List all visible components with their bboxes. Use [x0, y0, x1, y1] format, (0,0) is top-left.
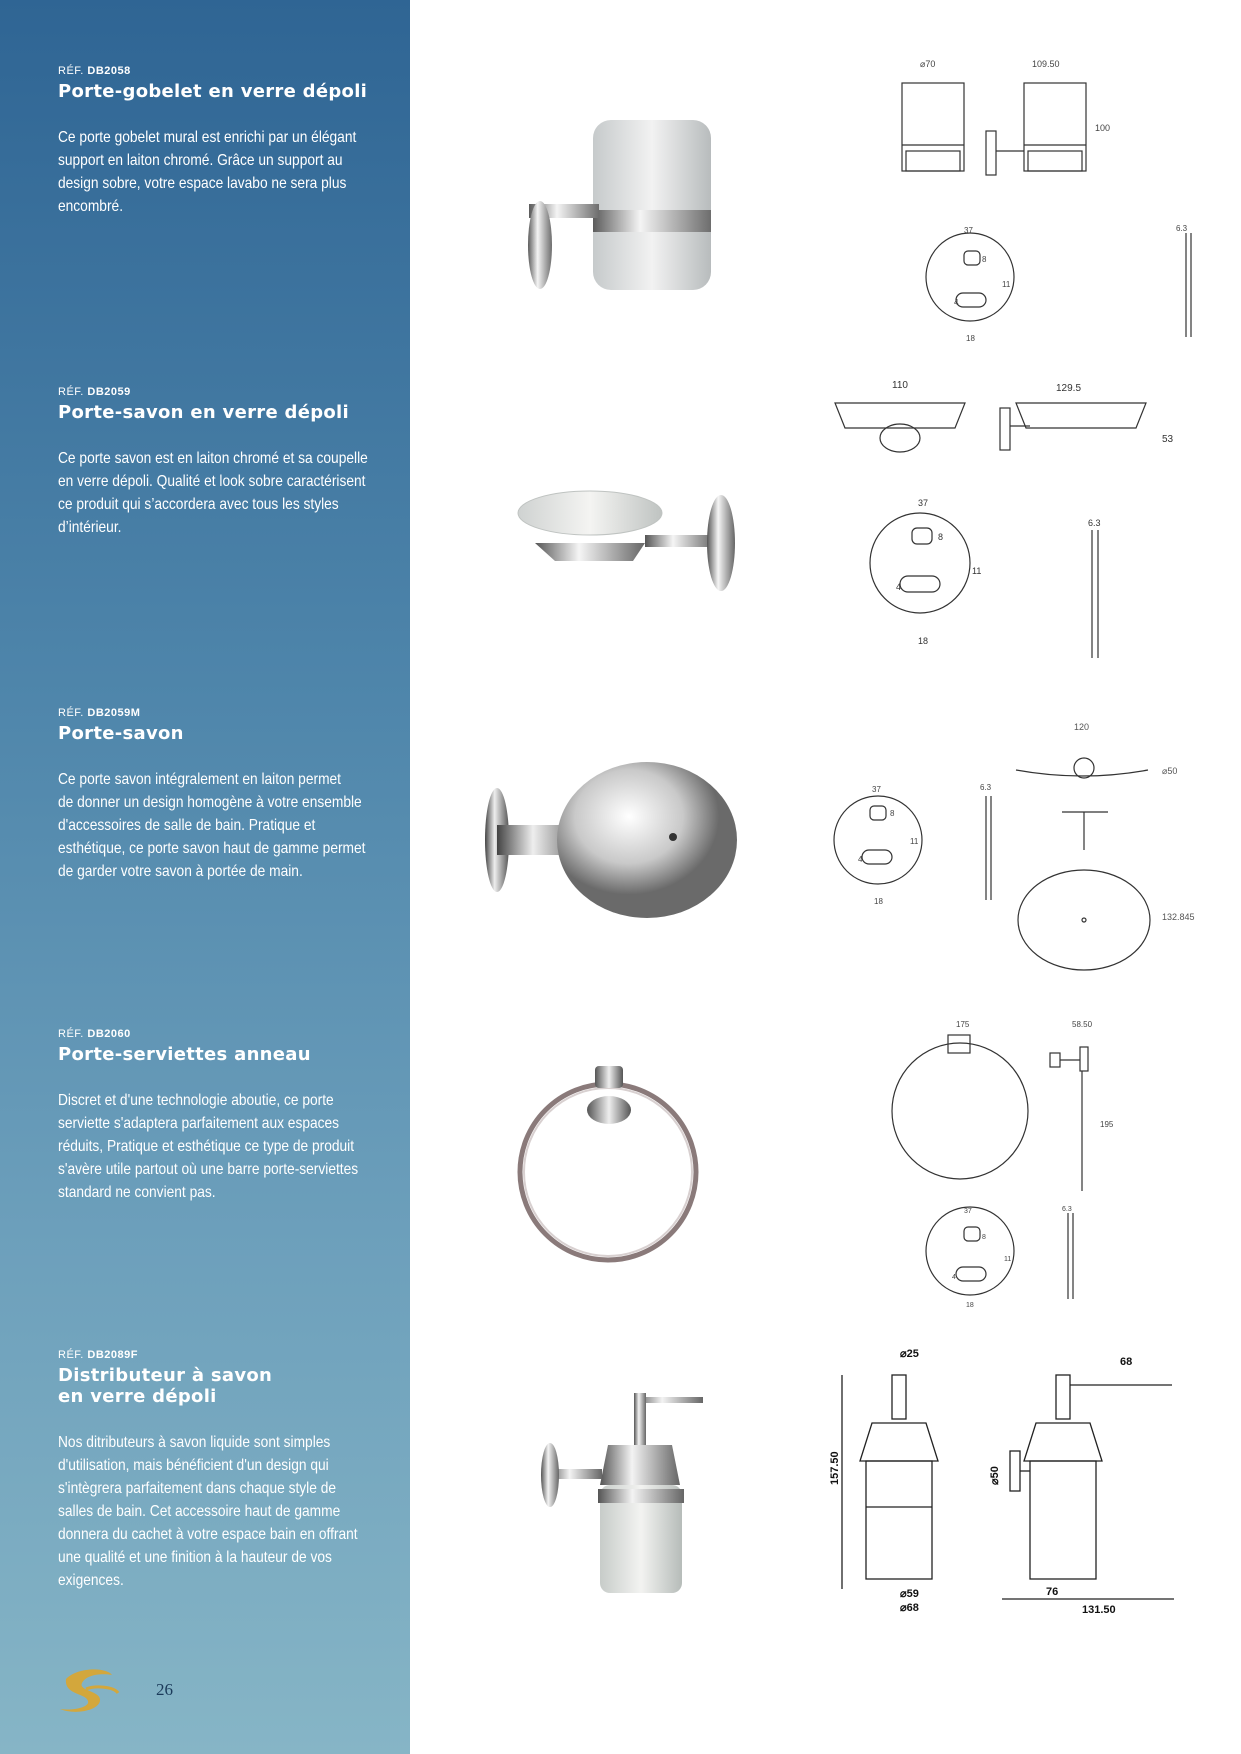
product-ref: RÉF. DB2089F: [58, 1349, 138, 1361]
product-description: Nos ditributeurs à savon liquide sont simples d'utilisation, mais bénéficient d'un design qui s'intègrera parfaitement dans chaque style de salles de bain. Cet accessoire haut de gamme donnera du cachet à votre espace bain en offrant une qualité et une finition à la hauteur de vos exigences.: [58, 1434, 358, 1589]
towel-ring-drawing: [880, 1015, 1220, 1315]
dim-label: 100: [1095, 123, 1111, 133]
dim-label: 131.50: [1082, 1604, 1116, 1616]
dim-label: ⌀59: [900, 1588, 919, 1600]
dim-label: 195: [1100, 1120, 1114, 1129]
soap-dispenser-photo: [538, 1385, 708, 1600]
dim-label: 8: [982, 255, 987, 264]
soap-dish-chrome-photo: [487, 755, 742, 925]
dim-label: 4: [896, 582, 902, 592]
product-description: Discret et d'une technologie aboutie, ce porte serviette s'adaptera parfaitement aux espaces réduits, Pratique et esthétique ce type de produit s'avère utile partout où une barre porte-serviettes standard ne convient pas.: [58, 1092, 359, 1201]
product-db2059: [58, 386, 398, 539]
product-db2059m: [58, 707, 398, 883]
dim-label: 4: [954, 298, 959, 307]
soap-dispenser-drawing: [820, 1345, 1190, 1620]
dim-label: 53: [1162, 434, 1174, 445]
product-db2060: [58, 1028, 398, 1204]
product-ref: RÉF. DB2060: [58, 1028, 131, 1040]
dim-label: ⌀50: [1162, 766, 1178, 776]
dim-label: 18: [918, 636, 929, 646]
soap-dish-chrome-drawing: [820, 720, 1195, 970]
dim-label: ⌀70: [920, 59, 936, 69]
dim-label: 58.50: [1072, 1020, 1093, 1029]
dim-label: 129.5: [1056, 383, 1082, 394]
brand-logo-icon: [56, 1665, 122, 1717]
dim-label: 11: [972, 566, 982, 576]
dim-label: 109.50: [1032, 59, 1060, 69]
dim-label: 76: [1046, 1586, 1059, 1598]
dim-label: 8: [938, 532, 944, 542]
dim-label: 18: [966, 334, 975, 343]
cup-holder-photo: [515, 100, 720, 300]
dim-label: 18: [966, 1302, 974, 1309]
towel-ring-photo: [513, 1060, 713, 1270]
product-db2058: [58, 65, 398, 218]
dim-label: ⌀68: [900, 1602, 919, 1614]
product-description: Ce porte savon intégralement en laiton permet de donner un design homogène à votre ensemble d'accessoires de salle de bain. Pratique et esthétique, ce porte savon haut de gamme permet de garder votre savon à portée de main.: [58, 771, 366, 880]
dim-label: 68: [1120, 1356, 1133, 1368]
dim-label: 11: [1002, 280, 1011, 289]
dim-label: 37: [918, 498, 929, 508]
cup-holder-drawing: [890, 55, 1220, 345]
dim-label: 6.3: [980, 783, 992, 792]
product-title: Porte-savon: [58, 723, 184, 744]
dim-label: 4: [952, 1274, 956, 1281]
product-title: Porte-gobelet en verre dépoli: [58, 81, 368, 102]
dim-label: 110: [892, 380, 908, 391]
dim-label: 4: [858, 855, 863, 864]
product-ref: RÉF. DB2058: [58, 65, 131, 77]
soap-dish-glass-drawing: [830, 378, 1190, 668]
product-title: Distributeur à savon en verre dépoli: [58, 1365, 273, 1407]
dim-label: 37: [964, 1208, 972, 1215]
product-db2089f: [58, 1349, 398, 1592]
dim-label: 6.3: [1088, 518, 1101, 528]
product-description: Ce porte gobelet mural est enrichi par un élégant support en laiton chromé. Grâce un support au design sobre, votre espace lavabo ne sera plus encombré.: [58, 129, 357, 215]
page-number: 26: [156, 1680, 173, 1699]
dim-label: 11: [910, 837, 919, 846]
dim-label: 18: [874, 897, 883, 906]
product-title: Porte-serviettes anneau: [58, 1044, 311, 1065]
dim-label: 120: [1074, 722, 1090, 732]
dim-label: 11: [1004, 1256, 1012, 1263]
product-ref: RÉF. DB2059M: [58, 707, 141, 719]
dim-label: 8: [890, 809, 895, 818]
product-title: Porte-savon en verre dépoli: [58, 402, 350, 423]
dim-label: 8: [982, 1234, 986, 1241]
dim-label: 157.50: [829, 1451, 841, 1485]
dim-label: 132.845: [1162, 912, 1195, 922]
dim-label: ⌀25: [900, 1348, 919, 1360]
dim-label: 37: [964, 226, 973, 235]
dim-label: 37: [872, 785, 881, 794]
product-description: Ce porte savon est en laiton chromé et sa coupelle en verre dépoli. Qualité et look sobre caractérisent ce produit qui s’accordera avec tous les styles d’intérieur.: [58, 450, 368, 536]
soap-dish-glass-photo: [515, 485, 745, 595]
dim-label: ⌀50: [989, 1466, 1001, 1485]
dim-label: 175: [956, 1020, 970, 1029]
dim-label: 6.3: [1176, 224, 1188, 233]
product-ref: RÉF. DB2059: [58, 386, 131, 398]
dim-label: 6.3: [1062, 1206, 1072, 1213]
